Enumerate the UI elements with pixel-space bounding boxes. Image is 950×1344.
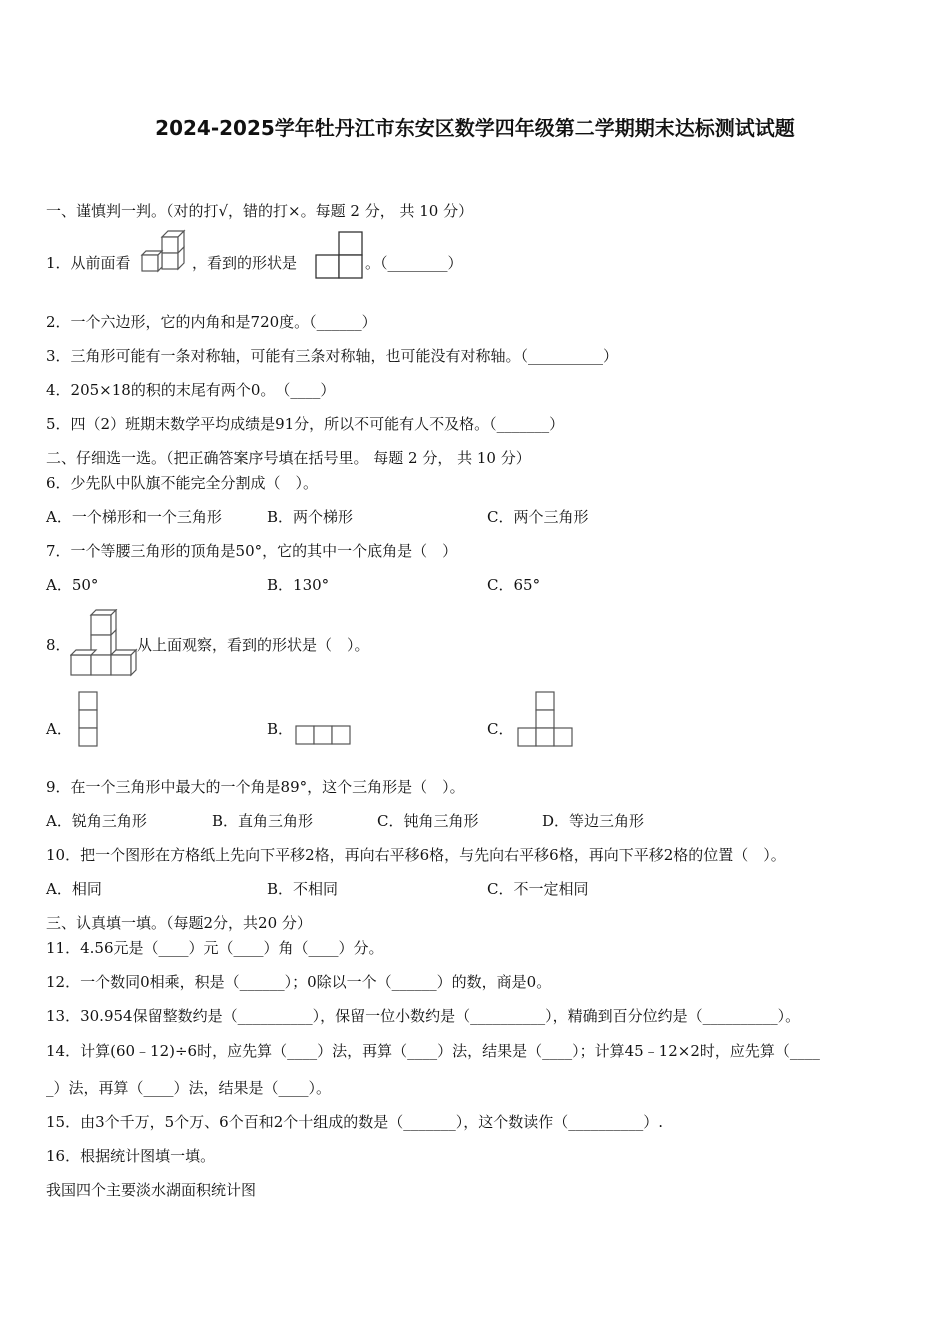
question-8-option-a: A． bbox=[46, 720, 72, 738]
question-12: 12．一个数同0相乘，积是（______）；0除以一个（______）的数，商是0。 bbox=[46, 973, 552, 991]
question-5: 5．四（2）班期末数学平均成绩是91分，所以不可能有人不及格。（_______） bbox=[46, 415, 565, 433]
question-6-option-c: C．两个三角形 bbox=[487, 508, 589, 526]
question-8-option-c: C． bbox=[487, 720, 514, 738]
question-7-option-b: B．130° bbox=[267, 576, 330, 594]
question-2: 2．一个六边形，它的内角和是720度。（______） bbox=[46, 313, 377, 331]
question-8-option-b: B． bbox=[267, 720, 294, 738]
front-view-shape-figure bbox=[315, 231, 365, 279]
cube-stack-figure bbox=[140, 229, 188, 277]
question-8-number: 8． bbox=[46, 636, 71, 654]
option-a-shape-figure bbox=[78, 691, 100, 749]
question-9: 9．在一个三角形中最大的一个角是89°，这个三角形是（ ）。 bbox=[46, 778, 465, 796]
question-10-option-b: B．不相同 bbox=[267, 880, 339, 898]
page-title: 2024-2025学年牡丹江市东安区数学四年级第二学期期末达标测试试题 bbox=[155, 116, 795, 140]
chart-caption: 我国四个主要淡水湖面积统计图 bbox=[46, 1181, 257, 1199]
question-10-option-a: A．相同 bbox=[46, 880, 102, 898]
question-8: 从上面观察，看到的形状是（ ）。 bbox=[137, 636, 370, 654]
question-7-option-c: C．65° bbox=[487, 576, 541, 594]
question-1-part-a: 1．从前面看 bbox=[46, 254, 131, 272]
question-10-option-c: C．不一定相同 bbox=[487, 880, 589, 898]
question-10: 10．把一个图形在方格纸上先向下平移2格，再向右平移6格，与先向右平移6格，再向下平移2格的位置（ ）。 bbox=[46, 846, 786, 864]
section-3-heading: 三、认真填一填。（每题2分，共20 分） bbox=[46, 914, 312, 932]
question-15: 15．由3个千万，5个万、6个百和2个十组成的数是（_______），这个数读作（__________）. bbox=[46, 1113, 664, 1131]
question-9-option-b: B．直角三角形 bbox=[212, 812, 314, 830]
question-9-option-a: A．锐角三角形 bbox=[46, 812, 147, 830]
question-7: 7．一个等腰三角形的顶角是50°，它的其中一个底角是（ ） bbox=[46, 542, 458, 560]
option-c-shape-figure bbox=[517, 691, 575, 749]
question-6-option-a: A．一个梯形和一个三角形 bbox=[46, 508, 222, 526]
question-6: 6．少先队中队旗不能完全分割成（ ）。 bbox=[46, 474, 319, 492]
question-1-answer: 。（________） bbox=[365, 254, 463, 272]
section-1-heading: 一、谨慎判一判。（对的打√，错的打×。每题 2 分， 共 10 分） bbox=[46, 202, 474, 220]
question-6-option-b: B．两个梯形 bbox=[267, 508, 354, 526]
question-14-line-1: 14．计算(60﹣12)÷6时，应先算（____）法，再算（____）法，结果是（____）；计算45﹣12×2时，应先算（____ bbox=[46, 1042, 820, 1060]
question-9-option-d: D．等边三角形 bbox=[542, 812, 645, 830]
option-b-shape-figure bbox=[295, 725, 353, 747]
stacked-cubes-figure bbox=[70, 609, 140, 677]
question-7-option-a: A．50° bbox=[46, 576, 99, 594]
question-1 bbox=[46, 253, 131, 273]
question-13: 13．30.954保留整数约是（__________），保留一位小数约是（__________），精确到百分位约是（__________）。 bbox=[46, 1007, 801, 1025]
section-2-heading: 二、仔细选一选。（把正确答案序号填在括号里。 每题 2 分， 共 10 分） bbox=[46, 449, 531, 467]
question-4: 4．205×18的积的末尾有两个0。 （____） bbox=[46, 381, 336, 399]
question-1-middle: ，看到的形状是 bbox=[192, 254, 298, 272]
question-9-option-c: C．钝角三角形 bbox=[377, 812, 479, 830]
question-14-line-2: _）法，再算（____）法，结果是（____）。 bbox=[46, 1079, 332, 1097]
question-3: 3．三角形可能有一条对称轴，可能有三条对称轴，也可能没有对称轴。（__________） bbox=[46, 347, 619, 365]
question-16: 16．根据统计图填一填。 bbox=[46, 1147, 216, 1165]
question-11: 11．4.56元是（____）元（____）角（____）分。 bbox=[46, 939, 384, 957]
